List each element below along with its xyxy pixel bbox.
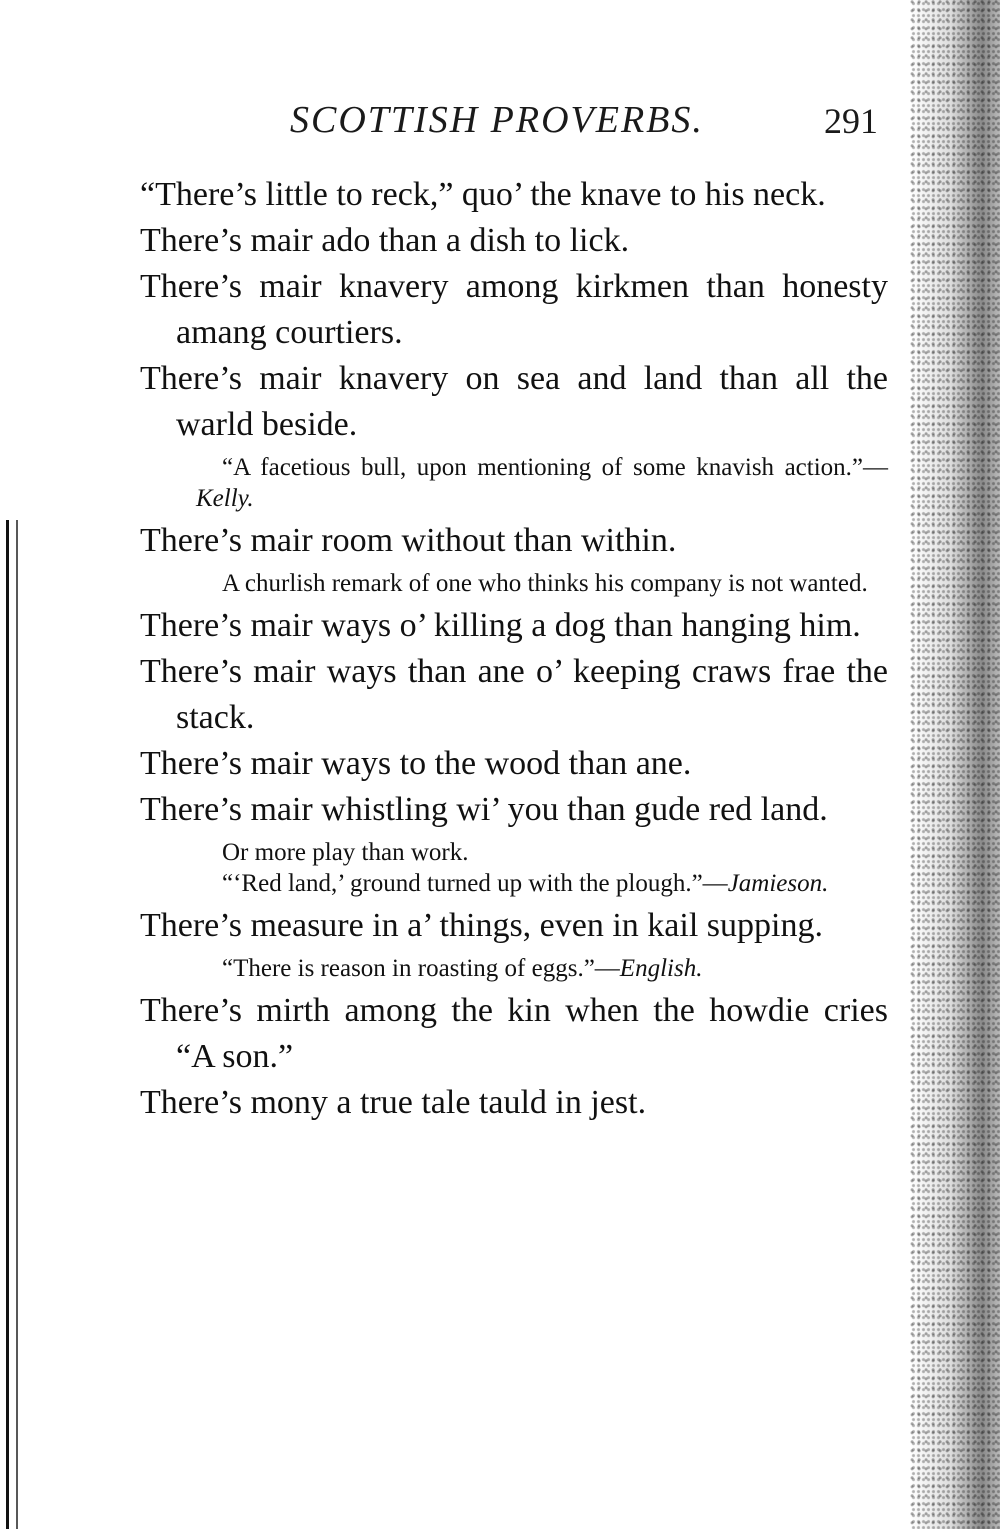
note-text: “‘Red land,’ ground turned up with the plough.”—: [222, 870, 728, 897]
proverb: There’s mair room without than within.: [140, 522, 677, 559]
note-text: “A facetious bull, upon mentioning of some knavish action.”—: [222, 454, 888, 481]
proverb-note: [196, 568, 888, 599]
proverb-note: [196, 953, 888, 984]
proverb: There’s mony a true tale tauld in jest.: [140, 1084, 647, 1121]
note-text: “There is reason in roasting of eggs.”—: [222, 955, 620, 982]
proverb: There’s mair whistling wi’ you than gude red land.: [140, 791, 828, 828]
note-source: Kelly.: [196, 485, 254, 512]
proverb: There’s mirth among the kin when the howdie cries “A son.”: [140, 992, 888, 1075]
note-text: Or more play than work.: [222, 839, 469, 866]
page-number: 291: [824, 101, 878, 141]
proverb-note: [196, 837, 888, 868]
gutter-line: [16, 520, 18, 1529]
proverb-note: [196, 868, 888, 899]
proverb: “There’s little to reck,” quo’ the knave to his neck.: [140, 176, 826, 213]
page-header: [0, 98, 1000, 148]
proverb: There’s mair ways to the wood than ane.: [140, 745, 692, 782]
proverb: There’s mair ways o’ killing a dog than hanging him.: [140, 607, 861, 644]
running-title: SCOTTISH PROVERBS.: [290, 99, 704, 141]
proverb-note: [196, 452, 888, 514]
proverb: There’s mair ado than a dish to lick.: [140, 222, 630, 259]
gutter-line: [6, 520, 9, 1529]
proverb-list: [140, 172, 888, 1126]
proverb: There’s mair knavery on sea and land than all the warld beside.: [140, 360, 888, 443]
page-gutter: [0, 520, 40, 1529]
proverb: There’s mair ways than ane o’ keeping craws frae the stack.: [140, 653, 888, 736]
note-text: A churlish remark of one who thinks his company is not wanted.: [222, 570, 868, 597]
note-source: English.: [619, 955, 703, 982]
binding-shadow: [910, 0, 1000, 1529]
note-source: Jamieson.: [727, 870, 829, 897]
proverb: There’s mair knavery among kirkmen than honesty amang courtiers.: [140, 268, 888, 351]
proverb: There’s measure in a’ things, even in kail supping.: [140, 907, 823, 944]
